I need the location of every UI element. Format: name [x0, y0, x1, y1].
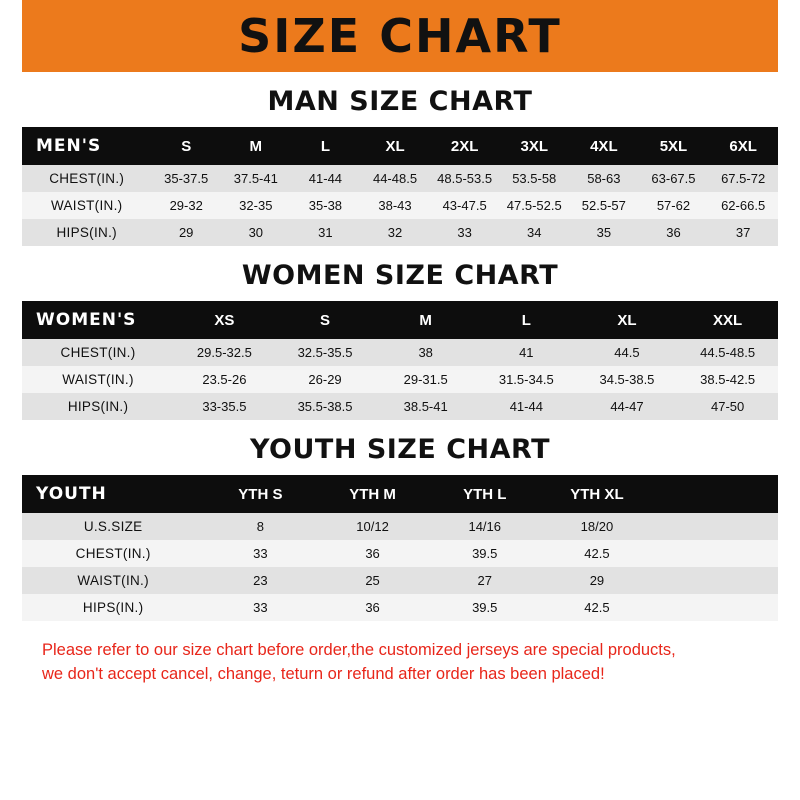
youth-header-label: YOUTH	[22, 475, 204, 513]
table-row	[22, 219, 778, 246]
table-header-row	[22, 127, 778, 165]
men-col-2xl: 2XL	[430, 127, 500, 165]
women-header-label: WOMEN'S	[22, 301, 174, 339]
men-hips-4xl: 35	[569, 219, 639, 246]
men-hips-2xl: 33	[430, 219, 500, 246]
table-row	[22, 192, 778, 219]
men-table-head	[22, 127, 778, 165]
youth-col-spacer	[653, 475, 778, 513]
page-title: SIZE CHART	[238, 9, 562, 63]
men-chest-s: 35-37.5	[151, 165, 221, 192]
youth-waist-l: 27	[429, 567, 541, 594]
women-chest-m: 38	[375, 339, 476, 366]
women-hips-m: 38.5-41	[375, 393, 476, 420]
header-left-margin	[0, 0, 22, 72]
women-waist-s: 26-29	[275, 366, 376, 393]
table-row	[22, 567, 778, 594]
youth-size-table	[22, 475, 778, 621]
table-row	[22, 366, 778, 393]
men-hips-m: 30	[221, 219, 291, 246]
women-hips-l: 41-44	[476, 393, 577, 420]
women-col-m: M	[375, 301, 476, 339]
table-row	[22, 594, 778, 621]
men-waist-3xl: 47.5-52.5	[499, 192, 569, 219]
men-chest-6xl: 67.5-72	[708, 165, 778, 192]
table-header-row	[22, 475, 778, 513]
men-table-body	[22, 165, 778, 246]
youth-waist-xl: 29	[541, 567, 653, 594]
women-waist-xs: 23.5-26	[174, 366, 275, 393]
men-waist-6xl: 62-66.5	[708, 192, 778, 219]
table-row	[22, 165, 778, 192]
women-table-head	[22, 301, 778, 339]
youth-ussize-s: 8	[204, 513, 316, 540]
men-hips-5xl: 36	[639, 219, 709, 246]
women-row-label-waist: WAIST(IN.)	[22, 366, 174, 393]
table-row	[22, 513, 778, 540]
women-col-s: S	[275, 301, 376, 339]
women-waist-m: 29-31.5	[375, 366, 476, 393]
men-col-l: L	[291, 127, 361, 165]
women-chest-xl: 44.5	[577, 339, 678, 366]
youth-chest-spacer	[653, 540, 778, 567]
youth-hips-l: 39.5	[429, 594, 541, 621]
youth-hips-xl: 42.5	[541, 594, 653, 621]
youth-hips-s: 33	[204, 594, 316, 621]
youth-ussize-m: 10/12	[316, 513, 428, 540]
section-title-women: WOMEN SIZE CHART	[241, 260, 559, 291]
men-chest-4xl: 58-63	[569, 165, 639, 192]
women-chest-l: 41	[476, 339, 577, 366]
men-waist-s: 29-32	[151, 192, 221, 219]
youth-ussize-l: 14/16	[429, 513, 541, 540]
youth-col-m: YTH M	[316, 475, 428, 513]
women-waist-xl: 34.5-38.5	[577, 366, 678, 393]
women-waist-xxl: 38.5-42.5	[677, 366, 778, 393]
youth-waist-s: 23	[204, 567, 316, 594]
women-chest-xs: 29.5-32.5	[174, 339, 275, 366]
header-right-margin	[778, 0, 800, 72]
footer-note-line-1: Please refer to our size chart before order,the customized jerseys are special products,	[42, 641, 676, 659]
men-hips-3xl: 34	[499, 219, 569, 246]
youth-row-label-hips: HIPS(IN.)	[22, 594, 204, 621]
youth-chest-s: 33	[204, 540, 316, 567]
women-table-body	[22, 339, 778, 420]
men-waist-2xl: 43-47.5	[430, 192, 500, 219]
women-hips-xs: 33-35.5	[174, 393, 275, 420]
men-hips-6xl: 37	[708, 219, 778, 246]
women-col-xs: XS	[174, 301, 275, 339]
men-row-label-hips: HIPS(IN.)	[22, 219, 151, 246]
men-hips-s: 29	[151, 219, 221, 246]
youth-chest-l: 39.5	[429, 540, 541, 567]
men-col-m: M	[221, 127, 291, 165]
women-col-l: L	[476, 301, 577, 339]
women-col-xxl: XXL	[677, 301, 778, 339]
women-size-table	[22, 301, 778, 420]
youth-chest-xl: 42.5	[541, 540, 653, 567]
men-chest-5xl: 63-67.5	[639, 165, 709, 192]
table-row	[22, 339, 778, 366]
men-chest-l: 41-44	[291, 165, 361, 192]
women-row-label-chest: CHEST(IN.)	[22, 339, 174, 366]
youth-waist-spacer	[653, 567, 778, 594]
header-band	[0, 0, 800, 72]
table-row	[22, 393, 778, 420]
youth-row-label-chest: CHEST(IN.)	[22, 540, 204, 567]
section-title-men: MAN SIZE CHART	[267, 86, 533, 117]
youth-row-label-us-size: U.S.SIZE	[22, 513, 204, 540]
youth-waist-m: 25	[316, 567, 428, 594]
youth-chest-m: 36	[316, 540, 428, 567]
table-row	[22, 540, 778, 567]
women-chest-xxl: 44.5-48.5	[677, 339, 778, 366]
men-col-xl: XL	[360, 127, 430, 165]
men-header-label: MEN'S	[22, 127, 151, 165]
women-hips-xxl: 47-50	[677, 393, 778, 420]
youth-col-l: YTH L	[429, 475, 541, 513]
men-chest-xl: 44-48.5	[360, 165, 430, 192]
men-waist-5xl: 57-62	[639, 192, 709, 219]
youth-ussize-spacer	[653, 513, 778, 540]
women-waist-l: 31.5-34.5	[476, 366, 577, 393]
youth-row-label-waist: WAIST(IN.)	[22, 567, 204, 594]
content-area	[0, 86, 800, 687]
men-hips-xl: 32	[360, 219, 430, 246]
footer-note-line-2: we don't accept cancel, change, teturn or refund after order has been placed!	[42, 664, 605, 683]
men-hips-l: 31	[291, 219, 361, 246]
men-size-table	[22, 127, 778, 246]
women-col-xl: XL	[577, 301, 678, 339]
section-title-youth: YOUTH SIZE CHART	[249, 434, 551, 465]
men-chest-2xl: 48.5-53.5	[430, 165, 500, 192]
footer-note	[22, 639, 778, 687]
women-hips-s: 35.5-38.5	[275, 393, 376, 420]
youth-hips-m: 36	[316, 594, 428, 621]
men-waist-xl: 38-43	[360, 192, 430, 219]
women-hips-xl: 44-47	[577, 393, 678, 420]
youth-table-body	[22, 513, 778, 621]
youth-table-head	[22, 475, 778, 513]
men-col-6xl: 6XL	[708, 127, 778, 165]
men-col-s: S	[151, 127, 221, 165]
women-row-label-hips: HIPS(IN.)	[22, 393, 174, 420]
men-waist-4xl: 52.5-57	[569, 192, 639, 219]
men-chest-3xl: 53.5-58	[499, 165, 569, 192]
men-row-label-waist: WAIST(IN.)	[22, 192, 151, 219]
men-row-label-chest: CHEST(IN.)	[22, 165, 151, 192]
men-waist-m: 32-35	[221, 192, 291, 219]
men-col-5xl: 5XL	[639, 127, 709, 165]
men-col-3xl: 3XL	[499, 127, 569, 165]
table-header-row	[22, 301, 778, 339]
men-col-4xl: 4XL	[569, 127, 639, 165]
women-chest-s: 32.5-35.5	[275, 339, 376, 366]
youth-col-xl: YTH XL	[541, 475, 653, 513]
youth-hips-spacer	[653, 594, 778, 621]
men-waist-l: 35-38	[291, 192, 361, 219]
men-chest-m: 37.5-41	[221, 165, 291, 192]
youth-ussize-xl: 18/20	[541, 513, 653, 540]
youth-col-s: YTH S	[204, 475, 316, 513]
